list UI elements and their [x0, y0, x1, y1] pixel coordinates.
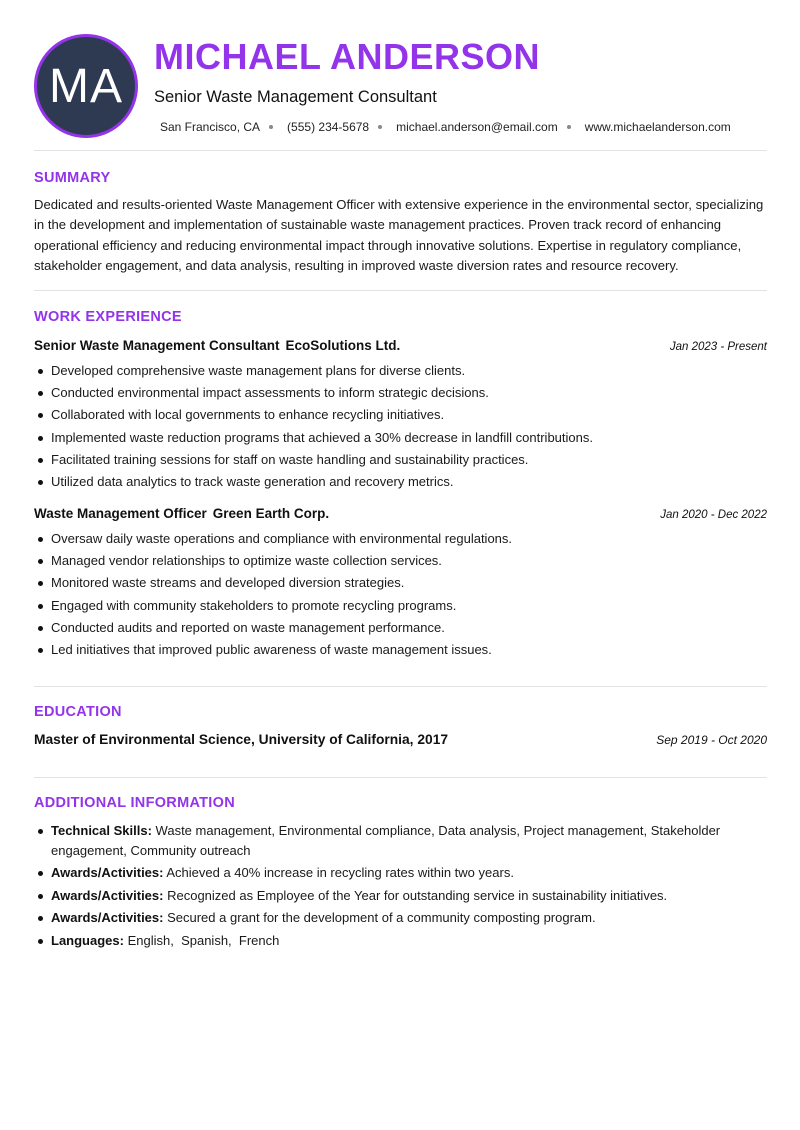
- avatar: [34, 34, 138, 138]
- item-label: Languages:: [51, 932, 124, 948]
- additional-heading: ADDITIONAL INFORMATION: [34, 795, 235, 811]
- item-label: Technical Skills:: [51, 823, 152, 838]
- job-header: [34, 338, 767, 353]
- job-dates: Jan 2023 - Present: [669, 341, 767, 353]
- contact-email[interactable]: michael.anderson@email.com: [396, 120, 558, 134]
- job-bullets: [34, 528, 774, 661]
- list-item: Collaborated with local governments to enhance recycling initiatives.: [34, 404, 774, 426]
- list-item: Led initiatives that improved public awareness of waste management issues.: [34, 639, 774, 661]
- contact-separator: [567, 125, 571, 129]
- list-item: Conducted environmental impact assessments to inform strategic decisions.: [34, 382, 774, 404]
- candidate-headline: Senior Waste Management Consultant: [154, 88, 437, 106]
- contact-separator: [269, 125, 273, 129]
- job-company: EcoSolutions Ltd.: [285, 338, 401, 353]
- candidate-name: MICHAEL ANDERSON: [154, 36, 541, 77]
- list-item: Developed comprehensive waste management plans for diverse clients.: [34, 360, 774, 382]
- list-item: Managed vendor relationships to optimize waste collection services.: [34, 550, 774, 572]
- education-heading: EDUCATION: [34, 704, 122, 720]
- divider: [34, 686, 767, 687]
- job-bullets: [34, 360, 774, 493]
- item-label: Awards/Activities:: [51, 910, 164, 925]
- item-label: Awards/Activities:: [51, 887, 164, 903]
- contact-website[interactable]: www.michaelanderson.com: [584, 120, 731, 134]
- item-text: English, Spanish, French: [127, 932, 280, 948]
- item-text: Achieved a 40% increase in recycling rates within two years.: [166, 865, 514, 880]
- list-item: [34, 908, 769, 928]
- job-company: Green Earth Corp.: [212, 506, 330, 521]
- list-item: Monitored waste streams and developed diversion strategies.: [34, 572, 774, 594]
- list-item: [34, 886, 769, 906]
- contact-separator: [378, 125, 382, 129]
- job-role: Waste Management Officer: [34, 506, 207, 521]
- job-role: Senior Waste Management Consultant: [34, 338, 280, 353]
- summary-heading: SUMMARY: [34, 170, 111, 186]
- job-title: [34, 506, 329, 521]
- list-item: Engaged with community stakeholders to promote recycling programs.: [34, 595, 774, 617]
- divider: [34, 777, 767, 778]
- item-text: Waste management, Environmental compliance, Data analysis, Project management, Stakeholder engagement, Community outreach: [51, 823, 721, 858]
- item-text: Secured a grant for the development of a community composting program.: [167, 910, 596, 925]
- summary-text: Dedicated and results-oriented Waste Management Officer with extensive experience in the environmental sector, specializing in the development and implementation of sustainable waste management practices. Proven track record of enhancing operational efficiency and reducing environmental impact through innovative solutions. Expertise in regulatory compliance, stakeholder engagement, and data analysis, resulting in improved waste diversion rates and resource recovery.: [34, 197, 764, 273]
- additional-list: [34, 821, 769, 953]
- item-label: Awards/Activities:: [51, 865, 164, 880]
- contact-phone: (555) 234-5678: [287, 120, 370, 134]
- experience-heading: WORK EXPERIENCE: [34, 309, 182, 325]
- item-text: Recognized as Employee of the Year for outstanding service in sustainability initiatives.: [167, 887, 668, 903]
- list-item: [34, 821, 769, 860]
- list-item: [34, 931, 769, 951]
- list-item: Facilitated training sessions for staff on waste handling and sustainability practices.: [34, 449, 774, 471]
- contact-location: San Francisco, CA: [160, 120, 261, 134]
- list-item: Oversaw daily waste operations and compliance with environmental regulations.: [34, 528, 774, 550]
- list-item: Utilized data analytics to track waste generation and recovery metrics.: [34, 471, 774, 493]
- job-header: [34, 506, 767, 521]
- list-item: Implemented waste reduction programs that achieved a 30% decrease in landfill contributions.: [34, 427, 774, 449]
- contact-row: [160, 120, 731, 134]
- avatar-initials: MA: [49, 59, 123, 113]
- education-degree: Master of Environmental Science, University of California, 2017: [34, 732, 449, 747]
- divider: [34, 290, 767, 291]
- education-entry: [34, 732, 767, 747]
- list-item: [34, 863, 769, 883]
- job-dates: Jan 2020 - Dec 2022: [660, 509, 767, 521]
- education-dates: Sep 2019 - Oct 2020: [656, 733, 767, 747]
- job-title: [34, 338, 400, 353]
- divider: [34, 150, 767, 151]
- list-item: Conducted audits and reported on waste management performance.: [34, 617, 774, 639]
